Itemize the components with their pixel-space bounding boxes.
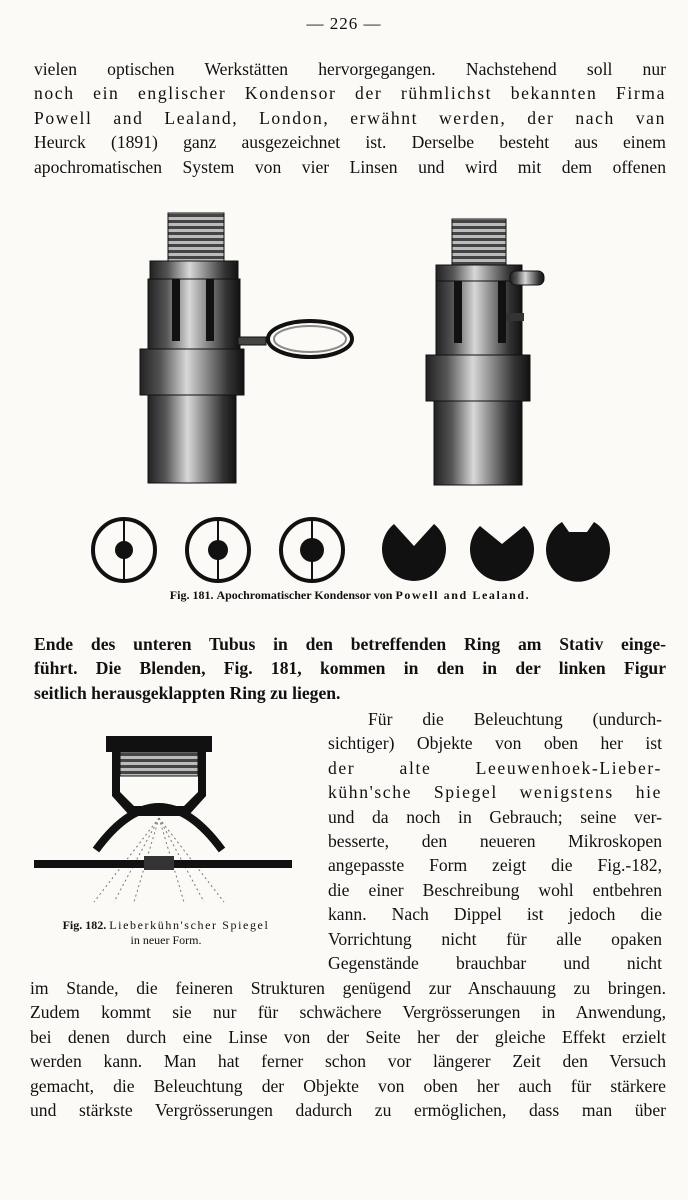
text-line: seitlich herausgeklappten Ring zu liegen. xyxy=(34,682,341,703)
condenser-left xyxy=(140,213,352,483)
text-line: und da noch in Gebrauch; seine ver- xyxy=(328,806,662,827)
text-line: im Stande, die feineren Strukturen genügend zur Anschauung zu bringen. xyxy=(30,978,666,998)
page-number: — 226 — xyxy=(306,14,382,33)
figure-181-names: Powell and Lealand. xyxy=(395,588,531,602)
text-line: führt. Die Blenden, Fig. 181, kommen in den in der linken Figur xyxy=(34,658,666,679)
diaphragm-solid-disc xyxy=(382,524,446,581)
figure-182-mirror xyxy=(34,732,294,912)
text-line: bei denen durch eine Linse von der Seite her der gleiche Effekt erzielt xyxy=(30,1026,666,1047)
text-line: Powell and Lealand, London, erwähnt werden, der nach van xyxy=(34,107,666,128)
figure-181-label: Fig. 181. xyxy=(169,588,214,602)
figure-182-caption xyxy=(36,918,296,948)
bold-paragraph xyxy=(34,632,666,705)
text-line: angepasste Form zeigt die Fig.-182, xyxy=(328,855,662,876)
text-line: kann. Nach Dippel ist jedoch die xyxy=(328,904,662,925)
figure-181-caption xyxy=(60,588,640,603)
text-line: der alte Leeuwenhoek-Lieber- xyxy=(328,757,662,778)
text-line: werden kann. Man hat ferner schon vor längerer Zeit den Versuch xyxy=(30,1051,666,1072)
text-line: Ende des unteren Tubus in den betreffenden Ring am Stativ einge- xyxy=(34,634,666,654)
figure-181-condensers xyxy=(120,205,570,495)
text-line: und stärkste Vergrösserungen dadurch zu ermöglichen, dass man über xyxy=(30,1100,666,1121)
diaphragm-solid-disc xyxy=(546,522,610,582)
diaphragm-disc xyxy=(281,519,343,581)
text-line: vielen optischen Werkstätten hervorgegangen. Nachstehend soll nur xyxy=(34,59,666,79)
figure-182-caption-line2: in neuer Form. xyxy=(130,933,202,947)
text-line: noch ein englischer Kondensor der rühmlichst bekannten Firma xyxy=(34,83,666,104)
text-line: apochromatischen System von vier Linsen und wird mit dem offenen xyxy=(34,156,666,177)
condenser-right xyxy=(426,219,544,485)
text-line: Gegenstände brauchbar und nicht xyxy=(328,953,662,974)
figure-182-caption-line1 xyxy=(36,918,296,933)
side-paragraph xyxy=(328,707,662,975)
text-line: Zudem kommt sie nur für schwächere Vergrösserungen in Anwendung, xyxy=(30,1002,666,1023)
text-line: Vorrichtung nicht für alle opaken xyxy=(328,928,662,949)
text-line: besserte, den neueren Mikroskopen xyxy=(328,831,662,852)
text-line: gemacht, die Beleuchtung der Objekte von oben her auch für stärkere xyxy=(30,1075,666,1096)
figure-182-title: Lieberkühn'scher Spiegel xyxy=(109,918,270,932)
figure-181-diaphragms xyxy=(84,510,614,590)
diaphragm-disc xyxy=(187,519,249,581)
text-line: die einer Beschreibung wohl entbehren xyxy=(328,879,662,900)
figure-181-text: Apochromatischer Kondensor von xyxy=(216,588,393,602)
diaphragm-disc xyxy=(93,519,155,581)
text-line: Heurck (1891) ganz ausgezeichnet ist. Derselbe besteht aus einem xyxy=(34,132,666,153)
figure-182-label: Fig. 182. xyxy=(62,918,107,932)
text-line: sichtiger) Objekte von oben her ist xyxy=(328,733,662,754)
intro-paragraph xyxy=(34,57,666,179)
final-paragraph xyxy=(30,976,666,1122)
text-line: Für die Beleuchtung (undurch- xyxy=(368,709,662,729)
diaphragm-solid-disc xyxy=(470,526,534,581)
text-line: kühn'sche Spiegel wenigstens hie xyxy=(328,782,662,803)
